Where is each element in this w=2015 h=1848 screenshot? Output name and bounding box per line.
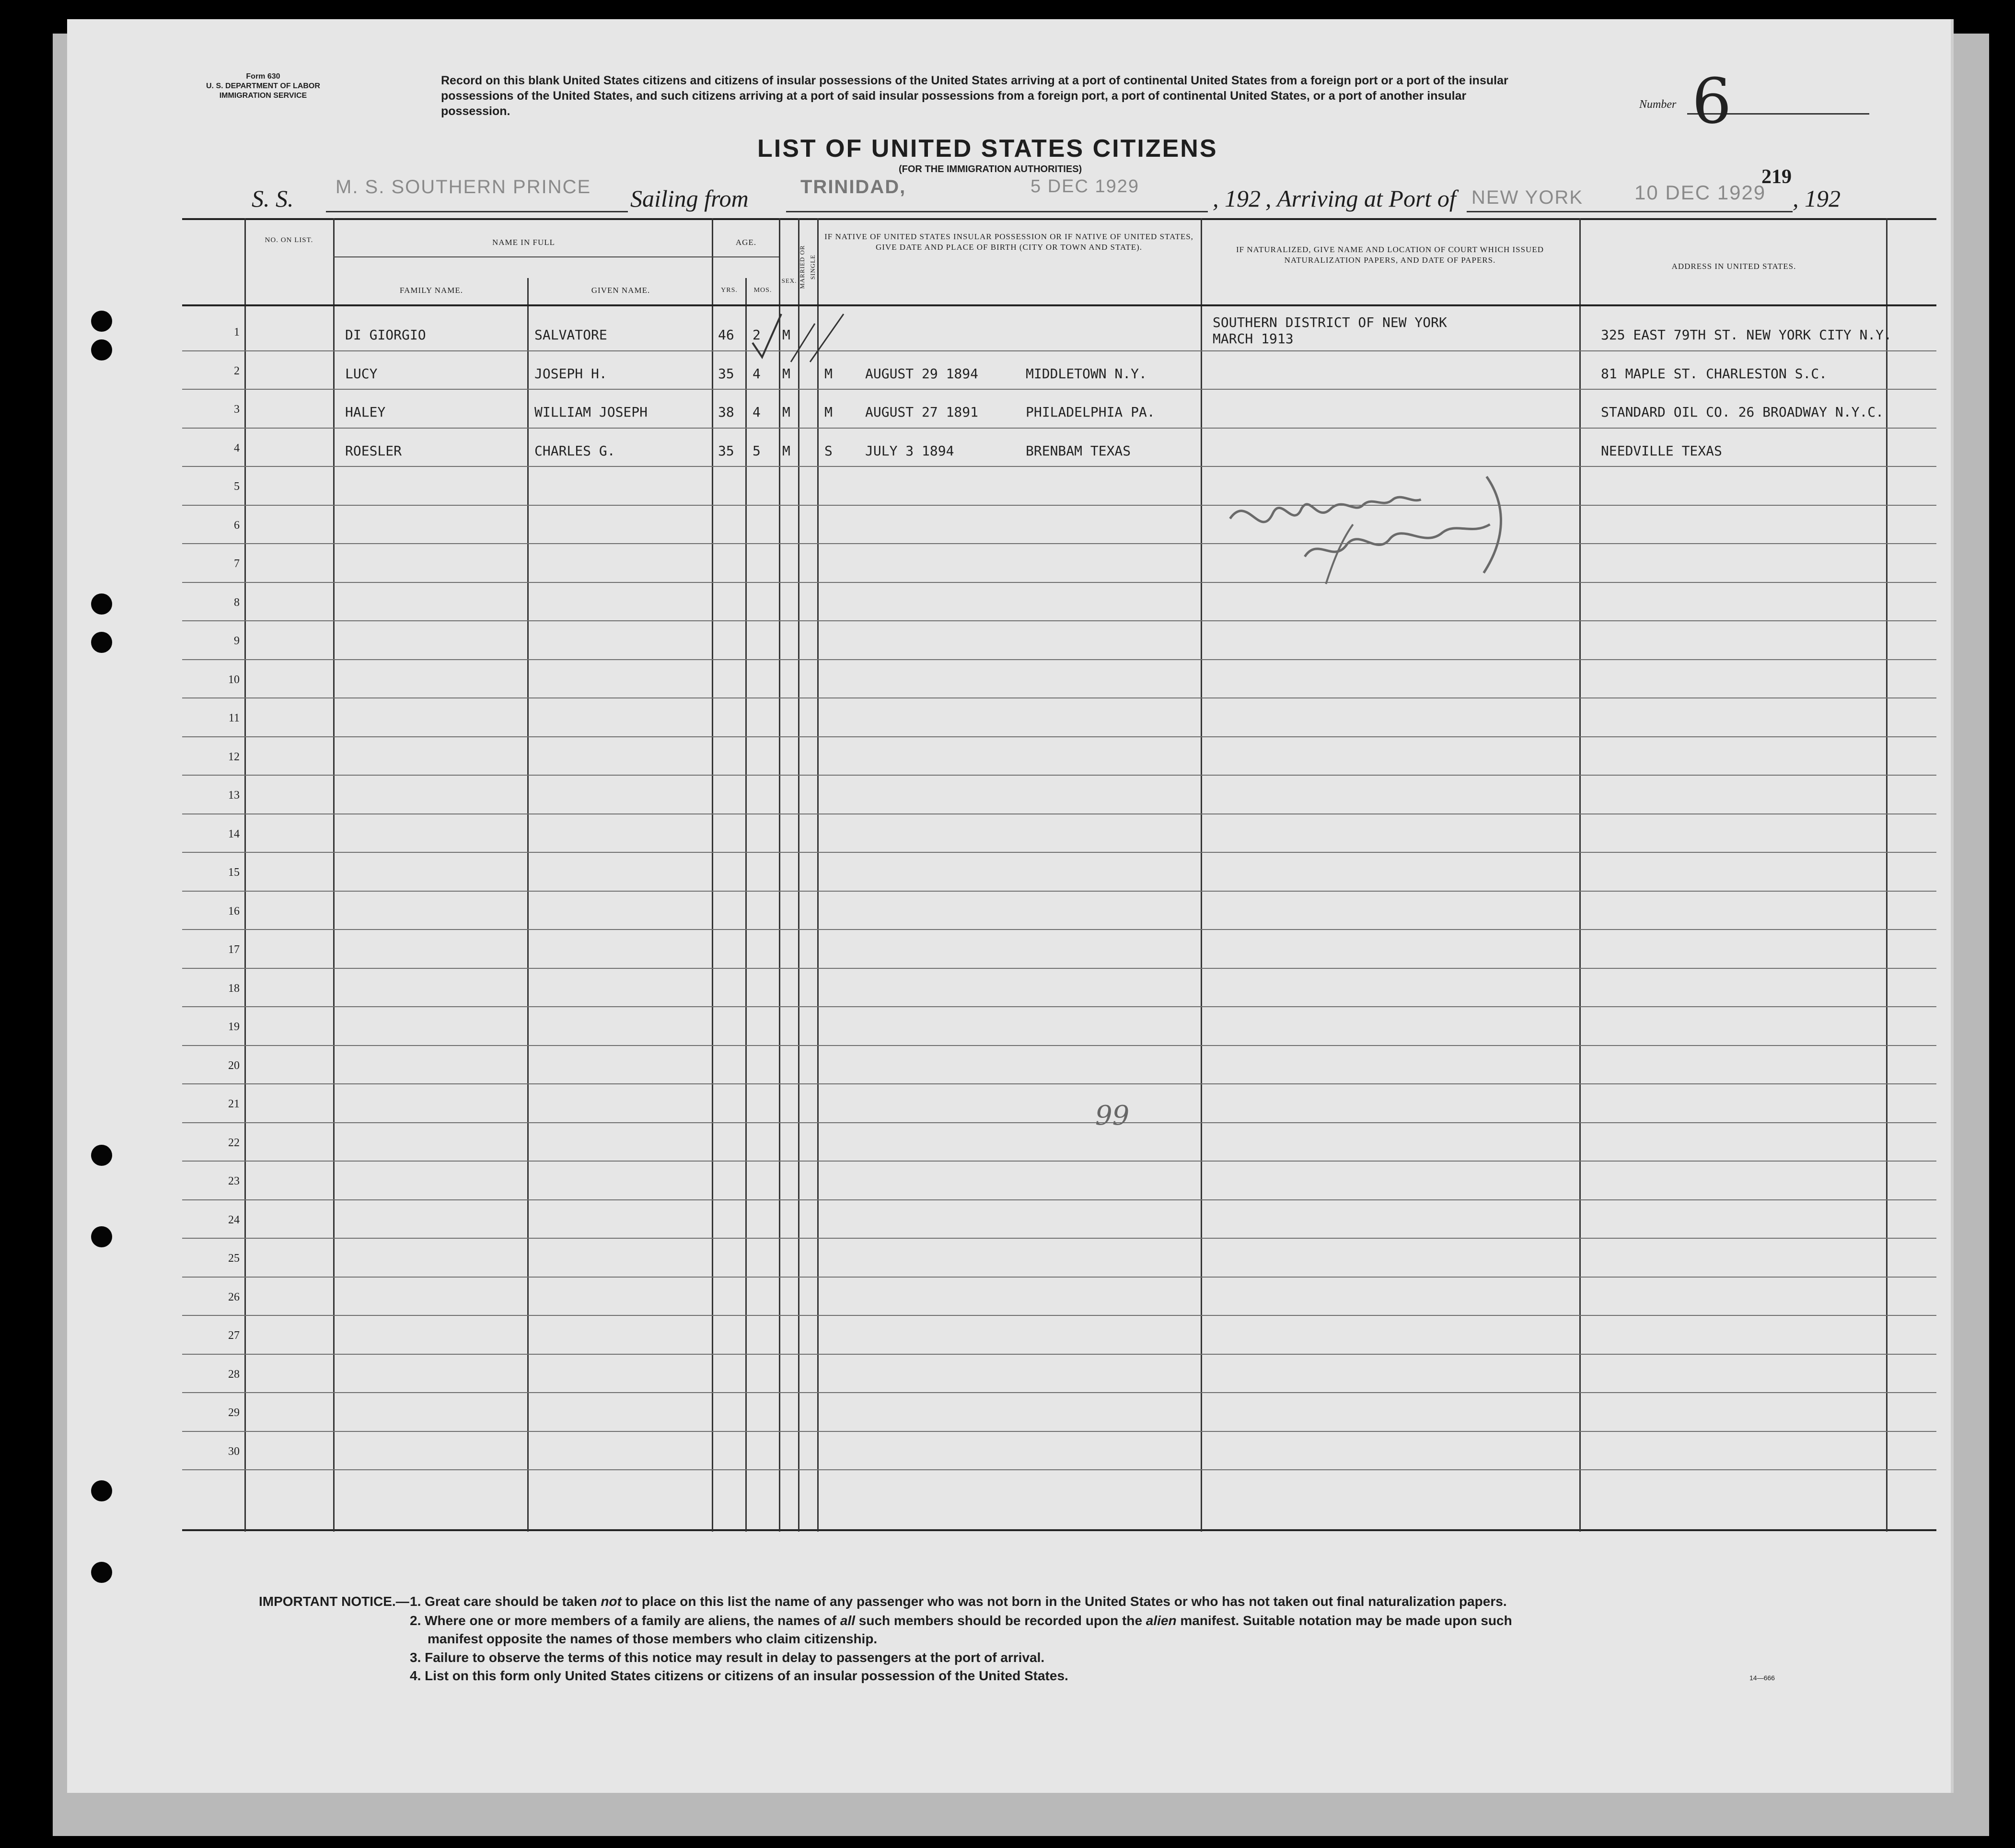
birth-date-cell: JULY 3 1894 <box>865 442 954 459</box>
row-number: 26 <box>228 1290 240 1303</box>
age-years-cell: 35 <box>718 442 734 459</box>
arrival-date: 10 DEC 1929 <box>1634 181 1766 204</box>
notice-item-2-text-2: such members should be recorded upon the <box>858 1613 1143 1628</box>
notice-item-3: 3. Failure to observe the terms of this notice may result in delay to passengers at the port of arrival. <box>410 1650 1045 1665</box>
col-divider <box>333 218 335 1532</box>
row-line <box>182 428 1936 429</box>
birth-place-cell: MIDDLETOWN N.Y. <box>1026 365 1147 382</box>
row-line <box>182 1277 1936 1278</box>
header-age: AGE. <box>735 238 757 247</box>
row-number: 9 <box>234 635 240 647</box>
row-line <box>182 1045 1936 1046</box>
row-number: 29 <box>228 1406 240 1419</box>
row-number: 6 <box>234 519 240 532</box>
birth-place-cell: BRENBAM TEXAS <box>1026 442 1131 459</box>
header-married-or-single: MARRIED OR SINGLE <box>799 245 816 289</box>
sex-cell: M <box>782 442 790 459</box>
family-name-cell: DI GIORGIO <box>345 327 426 343</box>
notice-item-1-emphasis: not <box>601 1594 622 1609</box>
arriving-label: , Arriving at Port of <box>1265 185 1456 212</box>
punch-hole <box>91 311 112 332</box>
birth-date-cell: AUGUST 29 1894 <box>865 365 979 382</box>
marital-status-cell: M <box>824 404 833 420</box>
handwritten-signature <box>1218 468 1542 608</box>
row-line <box>182 1161 1936 1162</box>
header-address: ADDRESS IN UNITED STATES. <box>1671 262 1796 271</box>
handwritten-mark: 99 <box>1095 1100 1130 1131</box>
punch-hole <box>91 1480 112 1501</box>
birth-place-cell: PHILADELPHIA PA. <box>1026 404 1155 420</box>
naturalization-court-cell: MARCH 1913 <box>1213 331 1294 347</box>
marital-status-cell: S <box>824 442 833 459</box>
sheet-number: 219 <box>1761 166 1792 188</box>
col-divider <box>1579 218 1581 1532</box>
sailing-underline <box>786 211 1208 212</box>
row-number: 4 <box>234 442 240 454</box>
row-line <box>182 466 1936 467</box>
form-identifier <box>206 72 320 101</box>
ship-underline <box>326 211 628 212</box>
age-months-cell: 5 <box>753 442 761 459</box>
col-divider <box>798 218 799 1532</box>
row-number: 8 <box>234 596 240 609</box>
age-months-cell: 4 <box>753 365 761 382</box>
row-number: 7 <box>234 558 240 570</box>
given-name-cell: WILLIAM JOSEPH <box>534 404 648 420</box>
given-name-cell: CHARLES G. <box>534 442 615 459</box>
row-number: 28 <box>228 1368 240 1381</box>
row-line <box>182 620 1936 621</box>
punch-hole <box>91 632 112 653</box>
arrival-port: NEW YORK <box>1471 187 1584 208</box>
punch-hole <box>91 593 112 615</box>
ss-label: S. S. <box>252 185 294 212</box>
print-code: 14—666 <box>1749 1674 1775 1682</box>
row-line <box>182 1122 1936 1123</box>
address-cell: NEEDVILLE TEXAS <box>1601 442 1722 459</box>
notice-item-2-emphasis: all <box>840 1613 856 1628</box>
arrival-underline <box>1467 211 1793 212</box>
row-line <box>182 852 1936 853</box>
header-family-name: FAMILY NAME. <box>399 286 463 295</box>
row-number: 24 <box>228 1213 240 1226</box>
row-number: 22 <box>228 1136 240 1149</box>
row-number: 27 <box>228 1329 240 1342</box>
row-number: 20 <box>228 1059 240 1072</box>
given-name-cell: JOSEPH H. <box>534 365 607 382</box>
page-subtitle: (FOR THE IMMIGRATION AUTHORITIES) <box>899 164 1082 174</box>
punch-hole <box>91 1226 112 1247</box>
row-number: 23 <box>228 1175 240 1187</box>
row-number: 10 <box>228 673 240 686</box>
row-number: 1 <box>234 326 240 338</box>
header-sex: SEX. <box>781 277 797 284</box>
document-page <box>67 19 1954 1793</box>
col-divider <box>712 218 713 1532</box>
age-years-cell: 38 <box>718 404 734 420</box>
sex-cell: M <box>782 404 790 420</box>
sex-cell: M <box>782 327 790 343</box>
row-number: 11 <box>228 712 240 724</box>
notice-item-2-emphasis-2: alien <box>1146 1613 1177 1628</box>
sailing-label: Sailing from <box>630 185 749 212</box>
family-name-cell: ROESLER <box>345 442 402 459</box>
year-label-2: , 192 <box>1793 185 1841 212</box>
header-given-name: GIVEN NAME. <box>591 286 650 295</box>
family-name-cell: LUCY <box>345 365 378 382</box>
row-line <box>182 736 1936 737</box>
row-line <box>182 775 1936 776</box>
sex-cell: M <box>782 365 790 382</box>
form-number: Form 630 <box>246 72 280 81</box>
row-number: 17 <box>228 943 240 956</box>
row-line <box>182 505 1936 506</box>
row-number: 21 <box>228 1098 240 1110</box>
row-number: 2 <box>234 364 240 377</box>
notice-item-2-cont: manifest opposite the names of those members who claim citizenship. <box>428 1631 878 1646</box>
address-cell: STANDARD OIL CO. 26 BROADWAY N.Y.C. <box>1601 404 1884 420</box>
col-divider <box>1201 218 1202 1532</box>
header-name-in-full: NAME IN FULL <box>492 238 555 247</box>
row-line <box>182 1392 1936 1393</box>
row-line <box>182 1431 1936 1432</box>
header-naturalized: IF NATURALIZED, GIVE NAME AND LOCATION OF COURT WHICH ISSUED NATURALIZATION PAPERS, AND DATE OF PAPERS. <box>1236 245 1544 265</box>
header-yrs: YRS. <box>721 287 738 294</box>
notice-item-1-text-2: to place on this list the name of any passenger who was not born in the United States or who has not taken out final naturalization papers. <box>625 1594 1507 1609</box>
form-service: IMMIGRATION SERVICE <box>219 92 307 100</box>
row-line <box>182 389 1936 390</box>
number-value: 6 <box>1692 65 1732 138</box>
col-divider <box>817 218 819 1532</box>
header-birth: IF NATIVE OF UNITED STATES INSULAR POSSESSION OR IF NATIVE OF UNITED STATES, GIVE DATE AND PLACE OF BIRTH (CITY OR TOWN AND STATE). <box>824 232 1193 252</box>
row-line <box>182 1006 1936 1007</box>
row-line <box>182 1315 1936 1316</box>
notice-item-1 <box>410 1593 1507 1610</box>
row-number: 12 <box>228 750 240 763</box>
row-number: 19 <box>228 1021 240 1033</box>
punch-hole <box>91 1145 112 1166</box>
number-label: Number <box>1639 98 1677 111</box>
address-cell: 81 MAPLE ST. CHARLESTON S.C. <box>1601 365 1828 382</box>
citizens-table <box>182 218 1936 1656</box>
header-subdivider <box>333 256 779 257</box>
row-number: 14 <box>228 827 240 840</box>
row-line <box>182 350 1936 351</box>
row-line <box>182 582 1936 583</box>
col-divider <box>1886 218 1888 1532</box>
notice-item-4: 4. List on this form only United States citizens or citizens of an insular possession of the United States. <box>410 1668 1068 1683</box>
age-years-cell: 46 <box>718 327 734 343</box>
row-line <box>182 697 1936 698</box>
year-label-1: , 192 <box>1213 185 1261 212</box>
header-no-on-list: NO. ON LIST. <box>265 236 313 244</box>
given-name-cell: SALVATORE <box>534 327 607 343</box>
birth-date-cell: AUGUST 27 1891 <box>865 404 979 420</box>
address-cell: 325 EAST 79TH ST. NEW YORK CITY N.Y. <box>1601 327 1892 343</box>
row-line <box>182 929 1936 930</box>
col-divider <box>779 218 780 1532</box>
marital-status-cell: M <box>824 365 833 382</box>
form-department: U. S. DEPARTMENT OF LABOR <box>206 82 320 90</box>
row-number: 3 <box>234 403 240 416</box>
row-line <box>182 1354 1936 1355</box>
notice-heading: IMPORTANT NOTICE.— <box>259 1594 409 1609</box>
row-line <box>182 891 1936 892</box>
family-name-cell: HALEY <box>345 404 386 420</box>
row-line <box>182 1469 1936 1470</box>
age-months-cell: 2 <box>753 327 761 343</box>
check-strokes <box>743 304 858 372</box>
row-number: 18 <box>228 982 240 995</box>
row-number: 15 <box>228 866 240 879</box>
table-top-border <box>182 218 1936 220</box>
notice-item-1-text: 1. Great care should be taken <box>410 1594 597 1609</box>
notice-item-2 <box>410 1612 1512 1629</box>
sailing-date: 5 DEC 1929 <box>1031 176 1140 197</box>
table-bottom-border <box>182 1529 1936 1531</box>
age-years-cell: 35 <box>718 365 734 382</box>
sailing-from: TRINIDAD, <box>800 176 906 198</box>
header-mos: MOS. <box>753 287 772 294</box>
punch-hole <box>91 339 112 360</box>
col-divider <box>244 218 246 1532</box>
ship-name: M. S. SOUTHERN PRINCE <box>336 176 591 198</box>
row-line <box>182 1083 1936 1084</box>
row-line <box>182 968 1936 969</box>
row-number: 30 <box>228 1445 240 1458</box>
punch-hole <box>91 1562 112 1583</box>
row-number: 16 <box>228 905 240 918</box>
page-title: LIST OF UNITED STATES CITIZENS <box>757 135 1218 163</box>
row-number: 13 <box>228 789 240 802</box>
row-line <box>182 543 1936 544</box>
row-line <box>182 1238 1936 1239</box>
instructions-text: Record on this blank United States citizens and citizens of insular possessions of the United States arriving at a port of continental United States from a foreign port or a port of the insular possessions of the United States, and such citizens arriving at a port of said insular possessions from a foreign port, a port of continental United States, or a port of another insular possession. <box>441 74 1508 118</box>
header-bottom-border <box>182 304 1936 306</box>
naturalization-court-cell: SOUTHERN DISTRICT OF NEW YORK <box>1213 314 1447 330</box>
row-number: 25 <box>228 1252 240 1265</box>
row-line <box>182 659 1936 660</box>
row-line <box>182 1199 1936 1200</box>
age-months-cell: 4 <box>753 404 761 420</box>
row-number: 5 <box>234 480 240 493</box>
signature-scribble <box>1218 468 1541 600</box>
notice-item-2-text: 2. Where one or more members of a family are aliens, the names of <box>410 1613 837 1628</box>
notice-item-2-text-3: manifest. Suitable notation may be made upon such <box>1180 1613 1512 1628</box>
